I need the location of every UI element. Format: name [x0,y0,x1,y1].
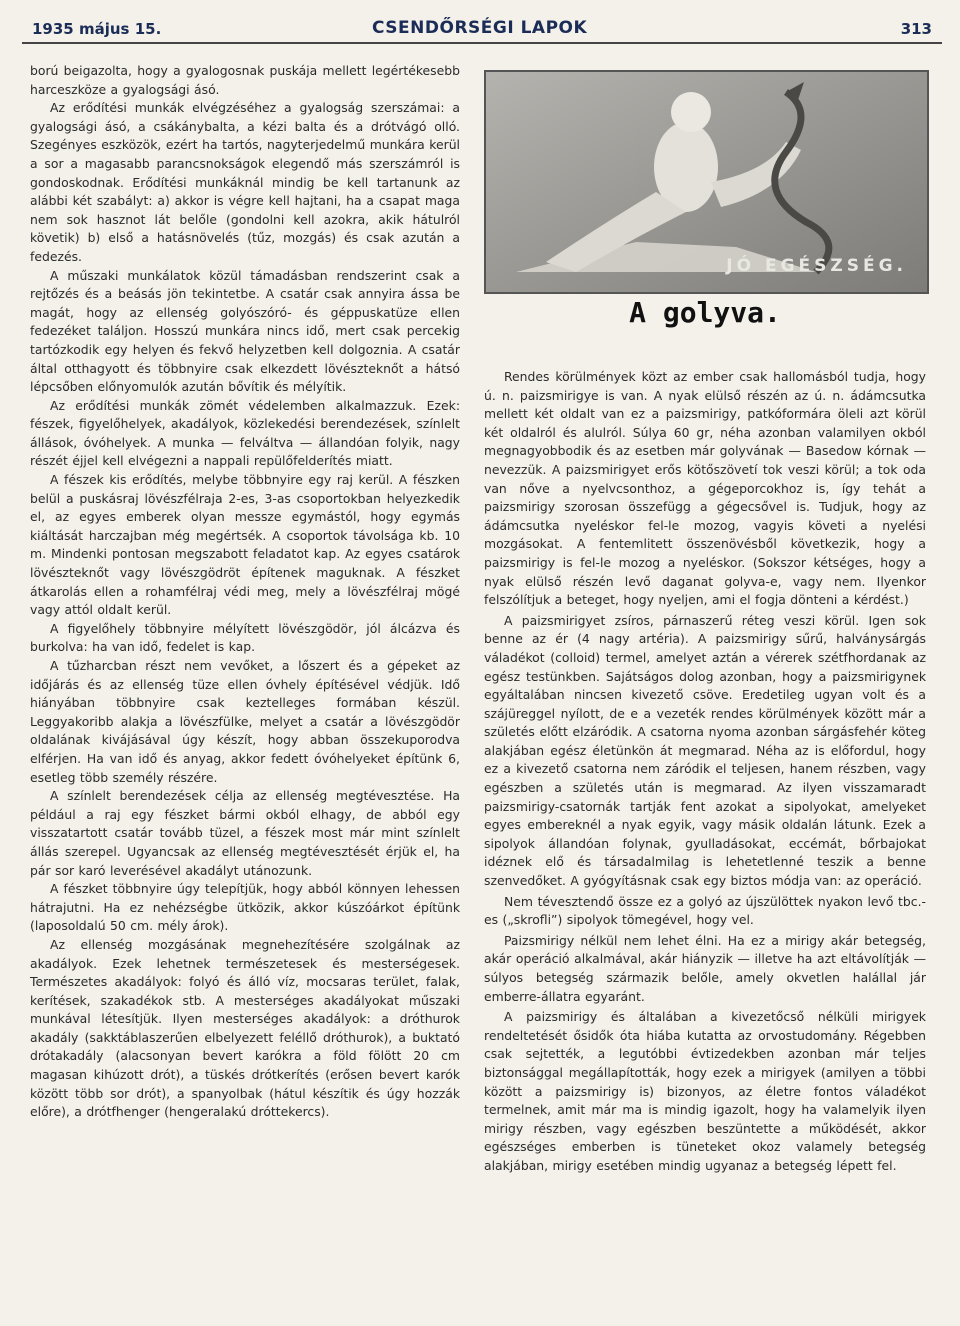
figure-caption: JÓ EGÉSZSÉG. [726,256,907,276]
issue-date: 1935 május 15. [32,20,162,38]
paragraph: Nem tévesztendő össze ez a golyó az újszülöttek nyakon levő tbc.-es („skrofli”) sipolyok tömegével, hogy vel. [484,893,926,928]
paragraph: ború beigazolta, hogy a gyalogosnak puskája mellett legértékesebb harceszköze a gyalogsági ásó. [30,63,460,97]
paragraph: A műszaki munkálatok közül támadásban rendszerint csak a rejtőzés és a beásás jön tekintetbe. A csatár csak annyira ássa be magát, hogy az ellenség golyószóró- és géppuskatüze ellen fedezéket találjon. Hosszú munkára nincs idő, mert csak percekig tartózkodik egy helyen és fekvő helyzetben kell dolgoznia. A csatár által otthagyott és többnyire csak elkezdett lövészteknőt a hátsó lépcsőben előnyomulók azután bővítik és mélyítik. [30,267,460,395]
paragraph: A fészket többnyire úgy telepítjük, hogy abból könnyen lehessen hátrajutni. Ha ez nehézségbe ütközik, akkor kúszóárkot építünk (laposoldalú 50 cm. mély árok). [30,881,460,934]
journal-title: CSENDŐRSÉGI LAPOK [372,18,588,38]
paragraph: Az erődítési munkák elvégzéséhez a gyalogság szerszámai: a gyalogsági ásó, a csákánybalta, a kézi balta és a drótvágó olló. Szegényes eszközök, ezért ha tartós, nagyterjedelmű munkára kerül a sor a magasabb parancsnokságok elegendő más szerszámról is gondoskodnak. Erődítési munkáknál mindig be kell tartanunk az alábbi két szabályt: a) akkor is végre kell hajtani, ha a csapat maga nem sok hasznot lát belőle (gondolni kell azokra, akik hátulról követik) b) első a hatásnövelés (tűz, mozgás) és csak azután a fedezés. [30,100,460,264]
right-column-article [484,368,926,1176]
relief-illustration [484,70,929,294]
page-header [22,8,942,44]
paragraph: A paizsmirigy és általában a kivezetőcső nélküli mirigyek rendeltetését ősidők óta hiába kutatta az orvostudomány. Régebben csak sejtették, a legutóbbi évtizedekben azonban már teljes biztonsággal megállapították, hogy ezek a mirigyek (amilyen a többi között a paizsmirigy is) bizonyos, az életre fontos váladékot termelnek, amit már ma is mindig igazolt, hogy ha valamelyik ilyen mirigy részben, vagy egészben beszüntette a működését, akkor egészséges emberben is tüneteket okoz valamely betegség alakjában, mirigy esetében mindig ugyanaz a betegség lépett fel. [484,1009,926,1173]
paragraph: A tűzharcban részt nem vevőket, a lőszert és a gépeket az időjárás és az ellenség tüze ellen óvhely építésével védjük. Idő hiányában többnyire csak keztelleges formában készül. Leggyakoribb alakja a lövészfülke, melyet a csatár a lövészgödör oldalának kivájásával úgy készít, hogy abban összekuporodva elférjen. Ha van idő és anyag, akkor fedett óvóhelyeket építünk 6, esetleg több személy részére. [30,658,460,785]
page-number: 313 [900,20,932,38]
paragraph: A figyelőhely többnyire mélyített lövészgödör, jól álcázva és burkolva: ha van idő, fedelet is kap. [30,620,460,655]
paragraph: Az ellenség mozgásának megnehezítésére szolgálnak az akadályok. Ezek lehetnek természetesek és mesterségesek. Természetes akadályok: folyó és álló víz, mocsaras terület, falak, kerítések, szakadékok stb. A mesterséges akadályokat műszaki munkával létesítjük. Ilyen mesterséges akadályok: a dróthurok akadály (sakktáblaszerűen elbelyezett feléllő dróthurok), a buktató drótakadály (alacsonyan bevert karókra a föld fölött 20 cm magasan kihúzott drót), a tüskés drótkerítés (erősen bevert karók között több sor drót), a spanyolbak (hátul készítik és úgy hozzák előre), a drótfhenger (hengeralakú dróttekercs). [30,936,460,1120]
paragraph: Rendes körülmények közt az ember csak hallomásból tudja, hogy ú. n. paizsmirigye is van. A nyak elülső részén az ú. n. ádámcsutka mellett két oldalt van ez a paizsmirigy, patkóformára öleli azt körül két oldalról és alulról. Súlya 60 gr, néha azonban valamilyen okból megnagyobbodik és az esetben már golyvának — Basedow kórnak — nevezzük. A paizsmirigyet erős kötőszövetí tok veszi körül; a tok oda van nőve a nyelvcsonthoz, a gégeporcokhoz is, így tehát a paizsmirigy szorosan összefügg a gégecsővel is. Tudjuk, hogy az ádámcsutka nyeléskor fel-le mozog, vagyis követi a nyelési mozgásokat. A fentemlitett összenövésből következik, hogy a paizsmirigy is fel-le mozog a nyeléskor. (Sokszor kétséges, hogy a nyak elülső részén levő daganat golyva-e, vagy nem. Ilyenkor felszólítjuk a beteget, hogy nyeljen, ami el fogja dönteni a kérdést.) [484,369,926,608]
left-column-article [30,62,460,1122]
paragraph: Az erődítési munkák zömét védelemben alkalmazzuk. Ezek: fészek, figyelőhelyek, akadályok, közlekedési berendezések, színlelt állások, óvóhelyek. A munka — felváltva — állandóan folyik, nagy részét éjjel kell elvégezni a nappali repülőfelderítés miatt. [30,397,460,469]
paragraph: A paizsmirigyet zsíros, párnaszerű réteg veszi körül. Igen sok benne az ér (4 nagy artéria). A paizsmirigy sűrű, halványsárgás váladékot (colloid) termel, amelyet aztán a vérerek szétfhordanak az egész testünkben. Sajátságos dolog azonban, hogy a paizsmirigynek egyáltalában nincsen kivezető csöve. Eredetileg ugyan volt és a szájüreggel nyílott, de e a vezeték rendes körülmények között már a születés előtt elzáródik. A csatorna nyoma azonban sárgásfehér köteg alakjában egész életünkön át megmarad. Néha az is előfordul, hogy ez a kivezető csatorna nem záródik el teljesen, hanem részben, vagy egészben a születés után is megmarad. Az ilyen visszamaradt paizsmirigy-csatornák tartják fent azokat a sipolyokat, amelyeket egyes embereknél a nyak egyik, vagy másik oldalán látunk. Ezek a sipolyok állandóan folynak, gyulladásokat, eccémát, bőrbajokat idéznek elő és társadalmilag is lehetetlenné teszik a benne szenvedőket. A gyógyításnak csak egy biztos módja van: az operáció. [484,612,926,889]
article-title: A golyva. [629,296,781,329]
paragraph: Paizsmirigy nélkül nem lehet élni. Ha ez a mirigy akár betegség, akár operáció alkalmával, akár hiányzik — illetve ha azt eltávolítják — súlyos betegség származik belőle, amely okvetlen halállal jár emberre-állatra egyaránt. [484,932,926,1004]
paragraph: A fészek kis erődítés, melybe többnyire egy raj kerül. A fészken belül a puskásraj lövészfélraja 2-es, 3-as csoportokban helyezkedik el, az egyes emberek olyan messze egymástól, hogy egymás kiáltását harczajban még megértsék. A csoportok távolsága kb. 10 m. Mindenki pontosan megszabott feladatot kap. Az egyes csatárok lövészteknőt vagy lövészgödröt építenek maguknak. A fészket átkarolás ellen a rohamfélraj védi meg, mely a lövészfélraj mögé vagy attól oldalt kerül. [30,472,460,618]
paragraph: A színlelt berendezések célja az ellenség megtévesztése. Ha például a raj egy fészket bármi okból elhagy, de abból egy visszatartott csatár tovább tüzel, a fészek most már mint színlelt állás szerepel. Ugyancsak az ellenség megtévesztését érjük el, ha pár sor karó leverésével akadályt utánozunk. [30,788,460,878]
